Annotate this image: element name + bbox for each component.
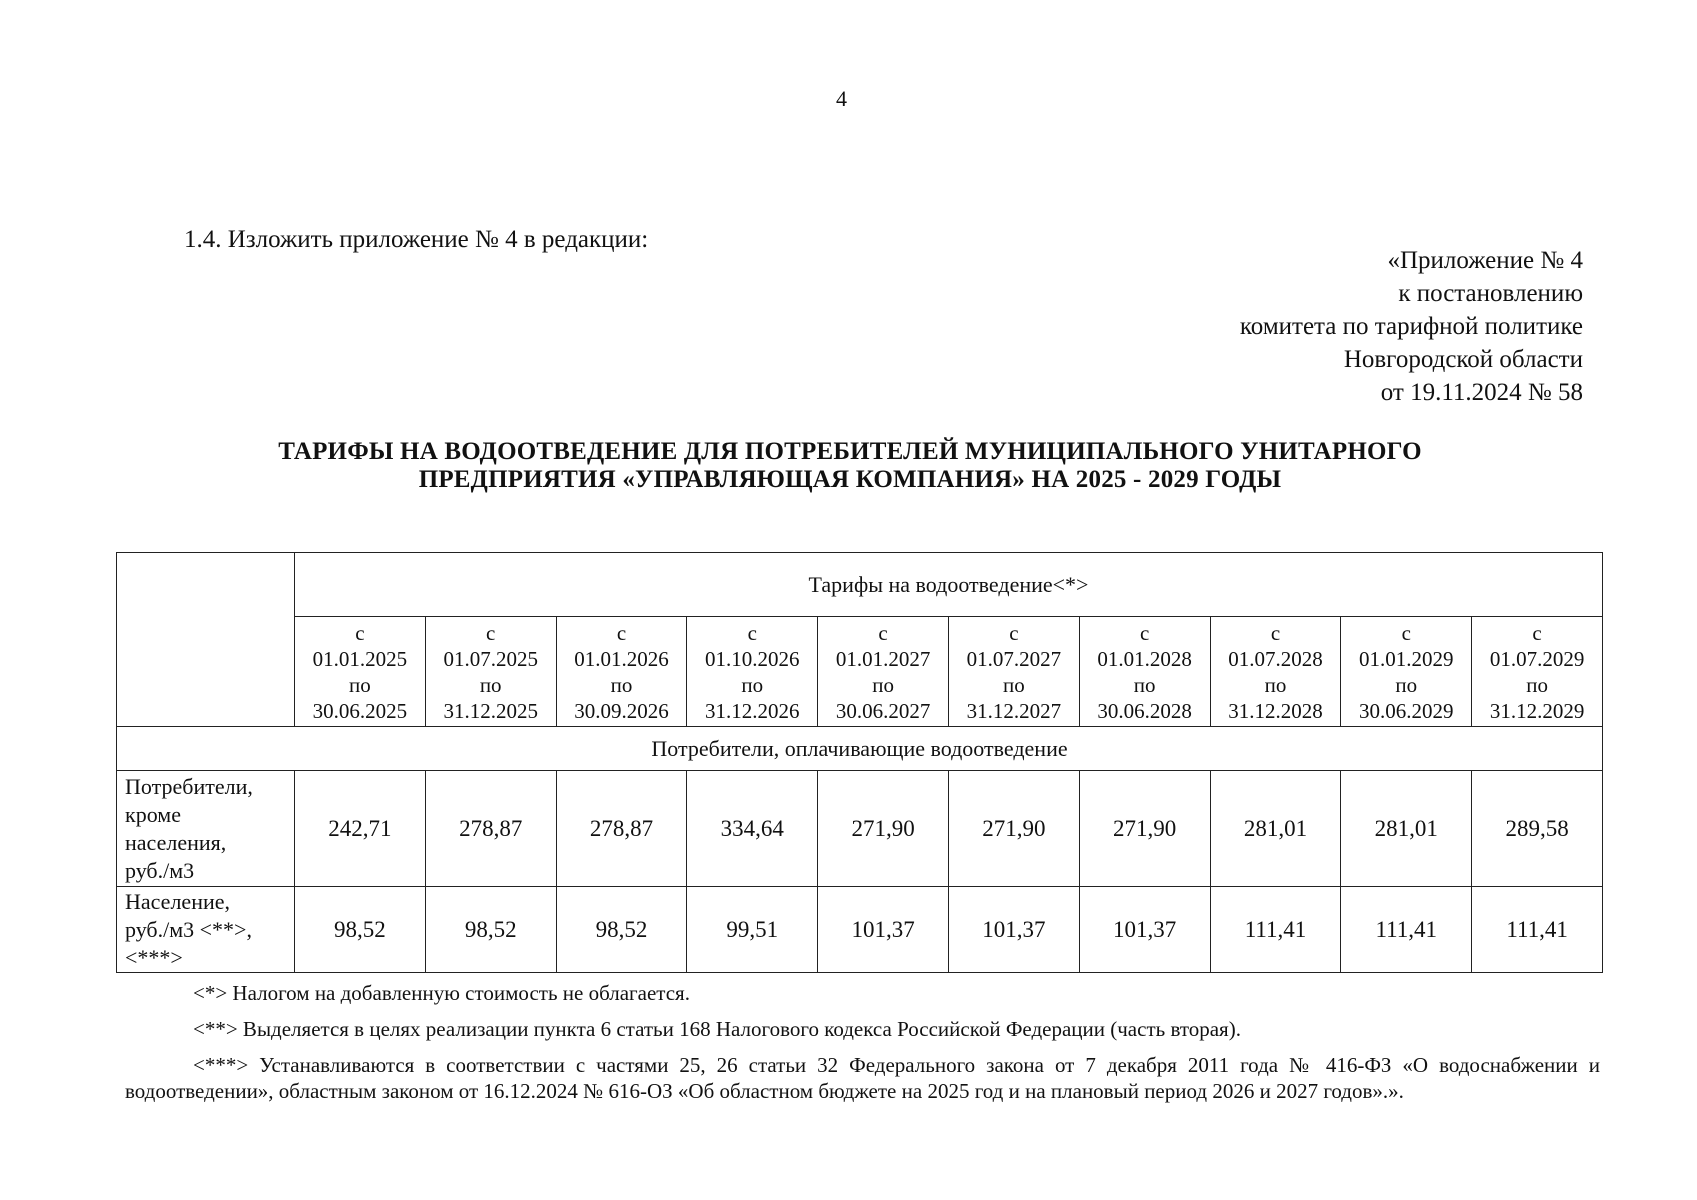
appendix-reference (1240, 244, 1583, 409)
period-to: 30.09.2026 (574, 698, 669, 723)
period-from-word: с (1140, 620, 1150, 645)
empty-corner-cell (117, 553, 295, 727)
period-to: 30.06.2029 (1359, 698, 1454, 723)
row-label-line: кроме (125, 801, 181, 827)
tariff-value: 98,52 (556, 887, 687, 973)
period-header (948, 617, 1079, 727)
period-from: 01.10.2026 (705, 646, 800, 671)
period-to: 31.12.2027 (966, 698, 1062, 723)
period-from: 01.01.2026 (574, 646, 669, 671)
period-to-word: по (1003, 672, 1025, 697)
tariff-value: 99,51 (687, 887, 818, 973)
tariff-value: 271,90 (818, 771, 949, 887)
tariff-value: 278,87 (425, 771, 556, 887)
row-label-line: руб./м3 (125, 857, 195, 883)
period-from-word: с (1009, 620, 1019, 645)
period-to: 31.12.2025 (443, 698, 538, 723)
tariff-value: 101,37 (818, 887, 949, 973)
tariff-value: 278,87 (556, 771, 687, 887)
footnote: <***> Устанавливаются в соответствии с частями 25, 26 статьи 32 Федерального закона от 7 декабря 2011 года № 416-ФЗ «О водоснабжении и водоотведении», областным законом от 16.12.2024 № 616-ОЗ «Об областном бюджете на 2025 год и на плановый период 2026 и 2027 годов».». (125, 1053, 1600, 1103)
period-to: 30.06.2025 (312, 698, 408, 723)
period-from: 01.07.2025 (443, 646, 538, 671)
tariff-value: 271,90 (1079, 771, 1210, 887)
period-header (425, 617, 556, 727)
tariff-value: 271,90 (948, 771, 1079, 887)
appendix-line: Новгородской области (1343, 346, 1583, 373)
appendix-line: к постановлению (1398, 280, 1583, 307)
title-line: ПРЕДПРИЯТИЯ «УПРАВЛЯЮЩАЯ КОМПАНИЯ» НА 2025 - 2029 ГОДЫ (418, 466, 1282, 493)
period-from-word: с (486, 620, 496, 645)
tariff-value: 334,64 (687, 771, 818, 887)
period-header (295, 617, 426, 727)
period-from-word: с (1401, 620, 1411, 645)
period-from: 01.07.2029 (1489, 646, 1585, 671)
period-to-word: по (349, 672, 371, 697)
period-from-word: с (1532, 620, 1542, 645)
period-to: 30.06.2028 (1097, 698, 1192, 723)
title-line: ТАРИФЫ НА ВОДООТВЕДЕНИЕ ДЛЯ ПОТРЕБИТЕЛЕЙ МУНИЦИПАЛЬНОГО УНИТАРНОГО (278, 438, 1422, 465)
row-label-line: <***> (125, 944, 183, 970)
period-to: 31.12.2029 (1489, 698, 1585, 723)
row-label-line: Потребители, (125, 773, 253, 799)
page-number: 4 (836, 86, 847, 111)
period-from: 01.01.2027 (835, 646, 931, 671)
section-header: Потребители, оплачивающие водоотведение (117, 727, 1603, 771)
period-to: 31.12.2026 (705, 698, 800, 723)
period-to-word: по (479, 672, 502, 697)
appendix-line: «Приложение № 4 (1387, 247, 1583, 274)
document-title (200, 438, 1500, 494)
appendix-line: от 19.11.2024 № 58 (1380, 379, 1583, 406)
tariffs-table (116, 552, 1603, 973)
period-to: 30.06.2027 (835, 698, 931, 723)
group-header: Тарифы на водоотведение<*> (295, 553, 1603, 617)
period-from-word: с (1270, 620, 1281, 645)
appendix-line: комитета по тарифной политике (1239, 313, 1583, 340)
period-header (818, 617, 949, 727)
footnote: <*> Налогом на добавленную стоимость не облагается. (193, 981, 690, 1005)
period-from: 01.01.2025 (312, 646, 408, 671)
period-header (1472, 617, 1603, 727)
period-to: 31.12.2028 (1228, 698, 1323, 723)
period-from-word: с (616, 620, 627, 645)
period-header (687, 617, 818, 727)
instruction-text: 1.4. Изложить приложение № 4 в редакции: (184, 226, 649, 253)
tariff-value: 111,41 (1341, 887, 1472, 973)
footnotes (125, 980, 1600, 1114)
row-label-line: Население, (125, 888, 231, 914)
period-to-word: по (1133, 672, 1156, 697)
period-to-word: по (610, 672, 633, 697)
period-from-word: с (878, 620, 888, 645)
period-to-word: по (1526, 672, 1548, 697)
row-label-line: руб./м3 <**>, (125, 916, 252, 942)
tariff-value: 98,52 (295, 887, 426, 973)
tariff-value: 101,37 (948, 887, 1079, 973)
row-label (117, 887, 295, 973)
tariff-value: 242,71 (295, 771, 426, 887)
period-from: 01.07.2028 (1228, 646, 1323, 671)
tariff-value: 281,01 (1341, 771, 1472, 887)
period-to-word: по (872, 672, 894, 697)
tariff-value: 111,41 (1210, 887, 1341, 973)
period-to-word: по (1395, 672, 1418, 697)
period-header (1210, 617, 1341, 727)
period-header (1341, 617, 1472, 727)
row-label-line: населения, (125, 829, 227, 855)
tariff-value: 289,58 (1472, 771, 1603, 887)
period-from: 01.07.2027 (966, 646, 1062, 671)
period-to-word: по (741, 672, 764, 697)
period-header (556, 617, 687, 727)
period-from-word: с (747, 620, 757, 645)
tariff-value: 101,37 (1079, 887, 1210, 973)
tariff-value: 281,01 (1210, 771, 1341, 887)
period-from-word: с (355, 620, 365, 645)
period-from: 01.01.2029 (1359, 646, 1454, 671)
tariff-value: 98,52 (425, 887, 556, 973)
footnote: <**> Выделяется в целях реализации пункта 6 статьи 168 Налогового кодекса Российской Федерации (часть вторая). (193, 1017, 1241, 1041)
row-label (117, 771, 295, 887)
period-to-word: по (1264, 672, 1287, 697)
tariff-value: 111,41 (1472, 887, 1603, 973)
period-header (1079, 617, 1210, 727)
period-from: 01.01.2028 (1097, 646, 1192, 671)
